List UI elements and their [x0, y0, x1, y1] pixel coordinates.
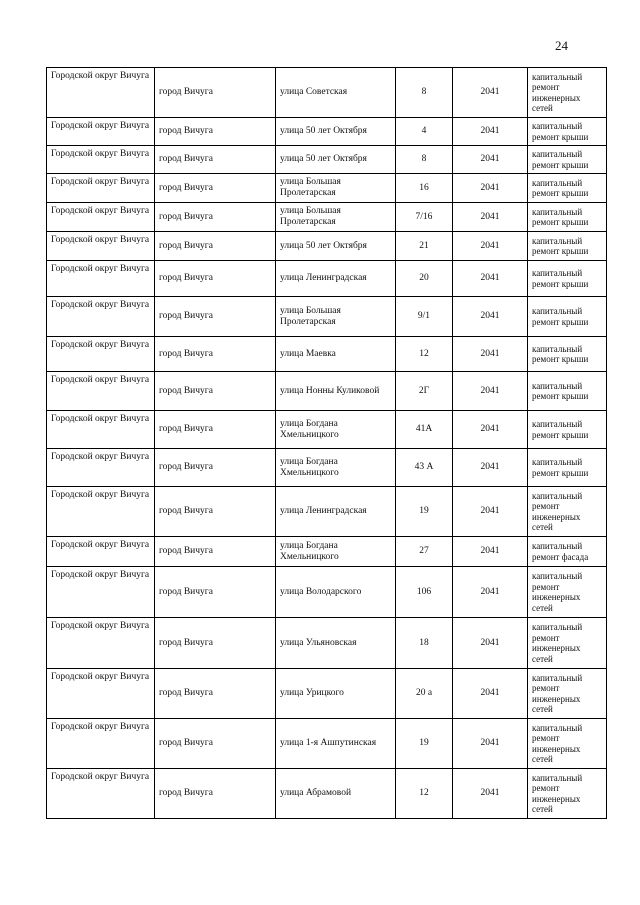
municipality-cell: Городской округ Вичуга [47, 411, 155, 449]
municipality-cell: Городской округ Вичуга [47, 537, 155, 567]
municipality-cell: Городской округ Вичуга [47, 174, 155, 203]
house-number-cell: 4 [396, 118, 453, 146]
work-type-cell: капитальный ремонт крыши [528, 174, 607, 203]
street-cell: улица Богдана Хмельницкого [276, 537, 396, 567]
street-cell: улица Абрамовой [276, 769, 396, 819]
work-type-cell: капитальный ремонт крыши [528, 146, 607, 174]
year-cell: 2041 [453, 146, 528, 174]
house-number-cell: 8 [396, 68, 453, 118]
year-cell: 2041 [453, 669, 528, 719]
municipality-cell: Городской округ Вичуга [47, 769, 155, 819]
house-number-cell: 8 [396, 146, 453, 174]
settlement-cell: город Вичуга [155, 537, 276, 567]
house-number-cell: 20 а [396, 669, 453, 719]
house-number-cell: 19 [396, 719, 453, 769]
year-cell: 2041 [453, 719, 528, 769]
work-type-cell: капитальный ремонт фасада [528, 537, 607, 567]
work-type-cell: капитальный ремонт инженерных сетей [528, 487, 607, 537]
year-cell: 2041 [453, 487, 528, 537]
year-cell: 2041 [453, 261, 528, 297]
house-number-cell: 2Г [396, 372, 453, 411]
table-row [47, 567, 607, 618]
year-cell: 2041 [453, 68, 528, 118]
house-number-cell: 12 [396, 337, 453, 372]
work-type-cell: капитальный ремонт инженерных сетей [528, 719, 607, 769]
house-number-cell: 7/16 [396, 203, 453, 232]
municipality-cell: Городской округ Вичуга [47, 232, 155, 261]
page-number: 24 [555, 38, 568, 53]
table-row [47, 449, 607, 487]
work-type-cell: капитальный ремонт инженерных сетей [528, 68, 607, 118]
year-cell: 2041 [453, 537, 528, 567]
settlement-cell: город Вичуга [155, 618, 276, 669]
street-cell: улица 1-я Ашпутинская [276, 719, 396, 769]
settlement-cell: город Вичуга [155, 449, 276, 487]
street-cell: улица Богдана Хмельницкого [276, 449, 396, 487]
work-type-cell: капитальный ремонт крыши [528, 449, 607, 487]
municipality-cell: Городской округ Вичуга [47, 68, 155, 118]
work-type-cell: капитальный ремонт инженерных сетей [528, 769, 607, 819]
year-cell: 2041 [453, 567, 528, 618]
work-type-cell: капитальный ремонт крыши [528, 118, 607, 146]
settlement-cell: город Вичуга [155, 411, 276, 449]
settlement-cell: город Вичуга [155, 261, 276, 297]
municipality-cell: Городской округ Вичуга [47, 487, 155, 537]
year-cell: 2041 [453, 118, 528, 146]
street-cell: улица Большая Пролетарская [276, 174, 396, 203]
year-cell: 2041 [453, 337, 528, 372]
settlement-cell: город Вичуга [155, 769, 276, 819]
year-cell: 2041 [453, 449, 528, 487]
settlement-cell: город Вичуга [155, 669, 276, 719]
street-cell: улица Ленинградская [276, 487, 396, 537]
street-cell: улица 50 лет Октября [276, 118, 396, 146]
table-row [47, 118, 607, 146]
settlement-cell: город Вичуга [155, 174, 276, 203]
settlement-cell: город Вичуга [155, 487, 276, 537]
work-type-cell: капитальный ремонт инженерных сетей [528, 618, 607, 669]
settlement-cell: город Вичуга [155, 146, 276, 174]
work-type-cell: капитальный ремонт крыши [528, 203, 607, 232]
house-number-cell: 21 [396, 232, 453, 261]
work-type-cell: капитальный ремонт крыши [528, 297, 607, 337]
table-row [47, 719, 607, 769]
house-number-cell: 18 [396, 618, 453, 669]
municipality-cell: Городской округ Вичуга [47, 372, 155, 411]
table-row [47, 769, 607, 819]
house-number-cell: 16 [396, 174, 453, 203]
street-cell: улица Володарского [276, 567, 396, 618]
table-row [47, 487, 607, 537]
street-cell: улица Большая Пролетарская [276, 297, 396, 337]
table-body [47, 68, 607, 819]
street-cell: улица 50 лет Октября [276, 232, 396, 261]
settlement-cell: город Вичуга [155, 372, 276, 411]
table-row [47, 411, 607, 449]
municipality-cell: Городской округ Вичуга [47, 261, 155, 297]
year-cell: 2041 [453, 232, 528, 261]
table-row [47, 203, 607, 232]
work-type-cell: капитальный ремонт инженерных сетей [528, 669, 607, 719]
settlement-cell: город Вичуга [155, 203, 276, 232]
house-number-cell: 27 [396, 537, 453, 567]
table-row [47, 372, 607, 411]
municipality-cell: Городской округ Вичуга [47, 669, 155, 719]
street-cell: улица Ленинградская [276, 261, 396, 297]
municipality-cell: Городской округ Вичуга [47, 567, 155, 618]
settlement-cell: город Вичуга [155, 567, 276, 618]
house-number-cell: 106 [396, 567, 453, 618]
house-number-cell: 12 [396, 769, 453, 819]
work-type-cell: капитальный ремонт инженерных сетей [528, 567, 607, 618]
table-row [47, 232, 607, 261]
table-row [47, 618, 607, 669]
table-row [47, 297, 607, 337]
year-cell: 2041 [453, 618, 528, 669]
year-cell: 2041 [453, 411, 528, 449]
municipality-cell: Городской округ Вичуга [47, 297, 155, 337]
street-cell: улица Маевка [276, 337, 396, 372]
municipality-cell: Городской округ Вичуга [47, 203, 155, 232]
municipality-cell: Городской округ Вичуга [47, 118, 155, 146]
municipality-cell: Городской округ Вичуга [47, 618, 155, 669]
table-row [47, 261, 607, 297]
table-row [47, 337, 607, 372]
municipality-cell: Городской округ Вичуга [47, 719, 155, 769]
settlement-cell: город Вичуга [155, 337, 276, 372]
table-row [47, 669, 607, 719]
work-type-cell: капитальный ремонт крыши [528, 337, 607, 372]
work-type-cell: капитальный ремонт крыши [528, 232, 607, 261]
street-cell: улица 50 лет Октября [276, 146, 396, 174]
street-cell: улица Нонны Куликовой [276, 372, 396, 411]
year-cell: 2041 [453, 769, 528, 819]
settlement-cell: город Вичуга [155, 68, 276, 118]
work-type-cell: капитальный ремонт крыши [528, 261, 607, 297]
work-type-cell: капитальный ремонт крыши [528, 372, 607, 411]
settlement-cell: город Вичуга [155, 118, 276, 146]
settlement-cell: город Вичуга [155, 297, 276, 337]
street-cell: улица Урицкого [276, 669, 396, 719]
year-cell: 2041 [453, 372, 528, 411]
table-row [47, 537, 607, 567]
street-cell: улица Ульяновская [276, 618, 396, 669]
house-number-cell: 19 [396, 487, 453, 537]
municipality-cell: Городской округ Вичуга [47, 337, 155, 372]
house-number-cell: 43 А [396, 449, 453, 487]
street-cell: улица Большая Пролетарская [276, 203, 396, 232]
house-number-cell: 20 [396, 261, 453, 297]
year-cell: 2041 [453, 174, 528, 203]
house-number-cell: 9/1 [396, 297, 453, 337]
table-row [47, 174, 607, 203]
year-cell: 2041 [453, 297, 528, 337]
municipality-cell: Городской округ Вичуга [47, 449, 155, 487]
table-row [47, 146, 607, 174]
settlement-cell: город Вичуга [155, 232, 276, 261]
house-number-cell: 41А [396, 411, 453, 449]
work-type-cell: капитальный ремонт крыши [528, 411, 607, 449]
municipality-cell: Городской округ Вичуга [47, 146, 155, 174]
year-cell: 2041 [453, 203, 528, 232]
settlement-cell: город Вичуга [155, 719, 276, 769]
table-row [47, 68, 607, 118]
street-cell: улица Богдана Хмельницкого [276, 411, 396, 449]
housing-repair-table [46, 67, 607, 819]
street-cell: улица Советская [276, 68, 396, 118]
